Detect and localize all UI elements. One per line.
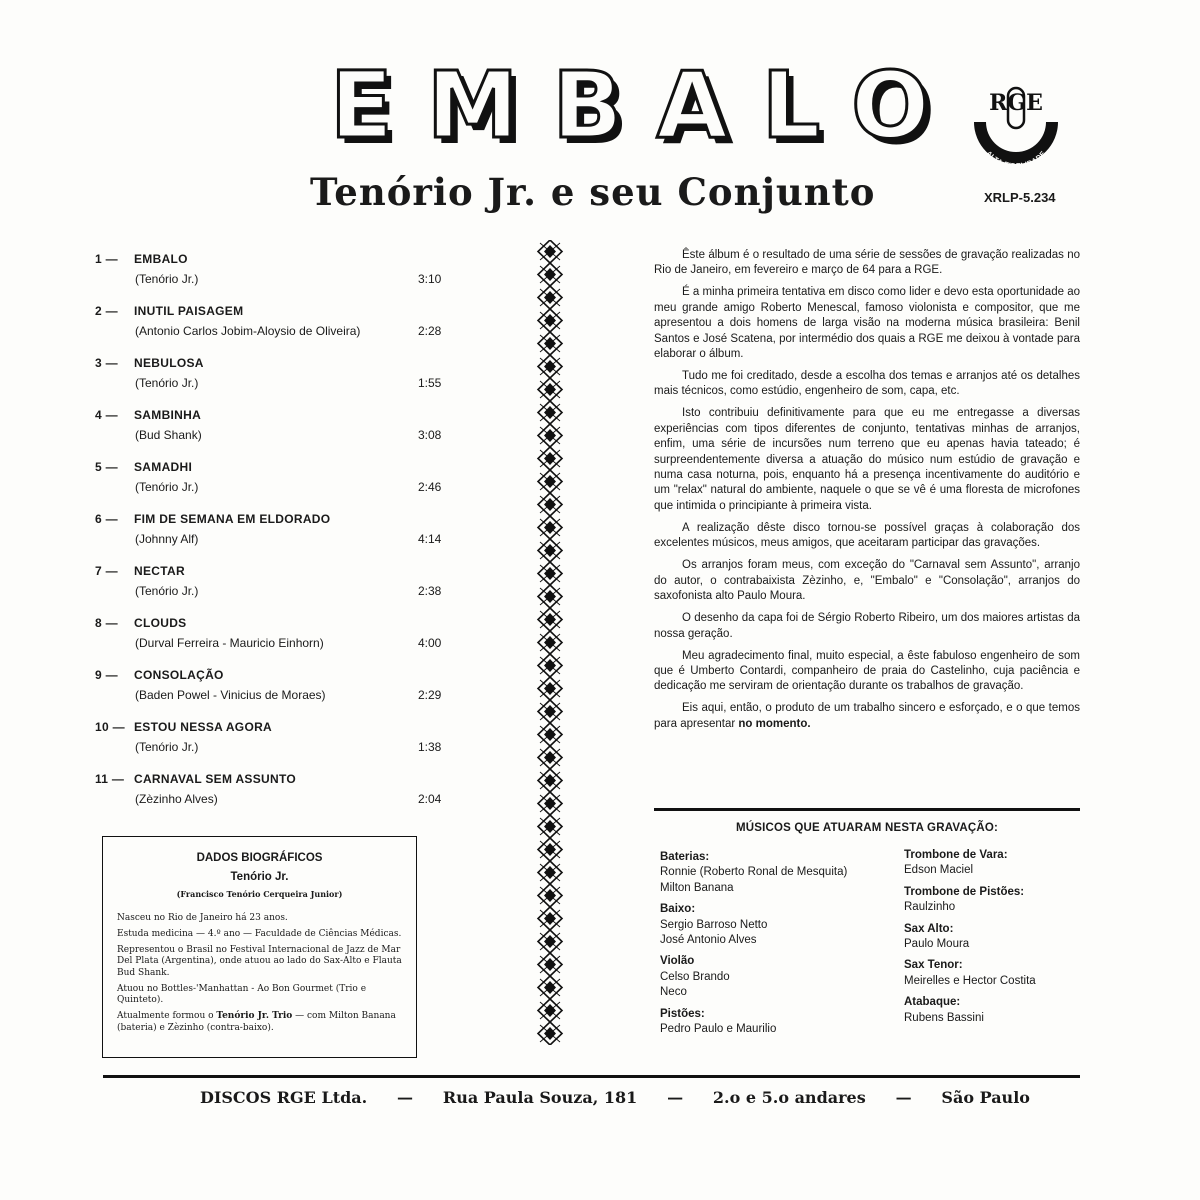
album-title: EMBALO [330,52,964,159]
instrument-label: Baixo: [660,903,696,916]
track-composer: (Tenório Jr.) [135,480,199,494]
bio-item: Estuda medicina — 4.º ano — Faculdade de Ciências Médicas. [117,928,402,939]
track-composer: (Bud Shank) [135,428,202,442]
ornament-motif [538,355,562,378]
ornament-motif [538,838,562,861]
musician-name: Sergio Barroso Netto [660,918,768,931]
track-title: FIM DE SEMANA EM ELDORADO [134,512,331,526]
instrument-label: Trombone de Pistões: [904,885,1025,898]
track-duration: 2:04 [418,792,442,806]
ornament-divider [535,240,565,1045]
musicians-heading: MÚSICOS QUE ATUARAM NESTA GRAVAÇÃO: [735,822,999,834]
ornament-pattern-icon [535,240,565,1045]
track-composer: (Antonio Carlos Jobim-Aloysio de Oliveira) [135,324,361,338]
musician-name: Milton Banana [660,881,734,894]
track-duration: 3:10 [418,272,442,286]
musician-name: Neco [660,986,687,999]
track-duration: 3:08 [418,428,442,442]
track-row [95,716,455,768]
musician-group [660,1007,860,1038]
track-duration: 2:28 [418,324,442,338]
bio-list [117,913,402,1034]
notes-paragraph: Tudo me foi creditado, desde a escolha dos temas e arranjos até os detalhes mais técnicos, como estúdio, engenheiro de som, capa, etc. [654,370,1080,398]
musician-group [904,995,1084,1026]
notes-last-text: Eis aqui, então, o produto de um trabalho sincero e esforçado, e o que temos para apresentar [654,702,1080,730]
ornament-motif [538,815,562,838]
track-title: EMBALO [134,252,188,266]
ornament-motif [538,608,562,631]
instrument-label: Atabaque: [904,996,961,1009]
musician-group [904,922,1084,953]
bio-heading: DADOS BIOGRÁFICOS [196,852,323,864]
ornament-motif [538,516,562,539]
musician-name: Ronnie (Roberto Ronal de Mesquita) [660,866,848,879]
footer-dash: — [667,1088,684,1107]
biography-box [102,836,417,1058]
ornament-motif [538,470,562,493]
track-title: ESTOU NESSA AGORA [134,720,273,734]
ornament-motif [538,654,562,677]
musician-name: Meirelles e Hector Costita [904,974,1036,987]
track-title: NEBULOSA [134,356,204,370]
musician-group [904,885,1084,916]
ornament-motif [538,424,562,447]
track-row [95,768,455,820]
bio-name: Tenório Jr. [230,870,289,883]
catalog-number: XRLP-5.234 [984,190,1056,205]
rge-record-logo-icon [968,74,1064,170]
musician-group [660,954,860,1000]
bio-item-trio [117,1011,402,1034]
track-number: 1 — [95,252,118,266]
track-number: 3 — [95,356,118,370]
track-composer: (Zèzinho Alves) [135,792,218,806]
bio-item: Atuou no Bottles-'Manhattan - Ao Bon Gourmet (Trio e Quinteto). [117,983,367,1006]
ornament-motif [538,884,562,907]
ornament-motif [538,677,562,700]
ornament-motif [538,447,562,470]
footer-rule [103,1075,1080,1078]
ornament-motif [538,746,562,769]
ornament-motif [538,1022,562,1045]
notes-paragraph: Meu agradecimento final, muito especial, a êste fabuloso engenheiro de som que é Umberto Contardi, companheiro de praia do Castelinho, cuja paciência e dedicação me serviram de orientação durante os trabalhos de gravação. [654,649,1080,693]
track-row [95,508,455,560]
track-row [95,456,455,508]
notes-paragraph: Êste álbum é o resultado de uma série de sessões de gravação realizadas no Rio de Janeiro, em fevereiro e março de 64 para a RGE. [654,249,1080,277]
instrument-label: Violão [660,955,695,968]
ornament-motif [538,401,562,424]
ornament-motif [538,930,562,953]
track-duration: 2:46 [418,480,442,494]
notes-paragraph: Isto contribuiu definitivamente para que eu me entregasse a diversas experiências com tipos diferentes de conjunto, tentativas minhas de arranjos, enfim, uma série de incursões num terreno que eu apenas havia tateado; é surpreendentemente diversa a atuação do músico num estúdio de gravação e numa casa noturna, pois, enquanto há a presença incentivamente do auditório e um "relax" natural do ambiente, naquele o que se vê é uma floresta de microfones que intimida o principiante à primeira vista. [654,407,1080,512]
track-row [95,612,455,664]
musicians-right-column [904,848,1084,1032]
track-duration: 4:00 [418,636,442,650]
track-row [95,560,455,612]
musician-group [660,902,860,948]
track-row [95,664,455,716]
footer-part: DISCOS RGE Ltda. [200,1088,368,1107]
track-title: NECTAR [134,564,185,578]
track-duration: 4:14 [418,532,442,546]
track-composer: (Johnny Alf) [135,532,199,546]
liner-notes [654,248,1080,739]
ornament-motif [538,585,562,608]
track-number: 11 — [95,772,125,786]
ornament-motif [538,792,562,815]
musician-name: Paulo Moura [904,938,970,951]
track-composer: (Durval Ferreira - Mauricio Einhorn) [135,636,324,650]
track-number: 6 — [95,512,118,526]
instrument-label: Sax Alto: [904,922,954,935]
ornament-motif [538,999,562,1022]
footer-part: São Paulo [941,1088,1030,1107]
notes-paragraph: É a minha primeira tentativa em disco como lider e devo esta oportunidade ao meu grande amigo Roberto Menescal, famoso violonista e compositor, que me apresentou a dois homens de larga visão na moderna música brasileira: Benil Santos e José Scatena, por intermédio dos quais a RGE me deixou à vontade para elaborar o álbum. [654,286,1080,361]
track-composer: (Tenório Jr.) [135,376,199,390]
musician-name: José Antonio Alves [660,934,757,947]
footer-address [200,1088,1030,1107]
track-title: CLOUDS [134,616,187,630]
ornament-motif [538,286,562,309]
musician-name: Celso Brando [660,970,730,983]
track-number: 7 — [95,564,118,578]
instrument-label: Trombone de Vara: [904,849,1008,861]
footer-part: 2.o e 5.o andares [712,1088,866,1107]
instrument-label: Sax Tenor: [904,959,963,972]
track-composer: (Tenório Jr.) [135,272,199,286]
musician-name: Edson Maciel [904,864,974,877]
track-number: 9 — [95,668,118,682]
bio-item: Representou o Brasil no Festival Internacional de Jazz de Mar Del Plata (Argentina), onde atuou ao lado do Sax-Alto e Flauta Bud Shank. [117,944,402,979]
footer-part: Rua Paula Souza, 181 [442,1088,638,1107]
track-row [95,300,455,352]
musician-group [660,850,860,896]
track-number: 10 — [95,720,125,734]
ornament-motif [538,907,562,930]
track-row [95,248,455,300]
logo-arc-text: ALTA FIDELIDADE [984,150,1048,170]
track-title: INUTIL PAISAGEM [134,304,244,318]
ornament-motif [538,378,562,401]
ornament-motif [538,263,562,286]
track-row [95,404,455,456]
notes-paragraph: Os arranjos foram meus, com exceção do "Carnaval sem Assunto", arranjo do autor, o contrabaixista Zèzinho, e, "Embalo" e "Consolação", arranjos do saxofonista alto Paulo Moura. [654,559,1080,603]
footer-dash: — [895,1088,912,1107]
musician-name: Rubens Bassini [904,1011,984,1024]
track-composer: (Tenório Jr.) [135,740,199,754]
musicians-rule [654,808,1080,811]
track-number: 8 — [95,616,118,630]
bio-trio-name: Tenório Jr. Trio [216,1011,293,1022]
notes-paragraph: O desenho da capa foi de Sérgio Roberto Ribeiro, um dos maiores artistas da nossa geração. [654,612,1080,640]
bio-full-name: (Francisco Tenório Cerqueira Junior) [176,888,343,899]
track-title: SAMBINHA [134,408,202,422]
track-list [95,248,455,820]
ornament-motif [538,700,562,723]
notes-last-bold: no momento. [738,717,811,730]
ornament-motif [538,769,562,792]
album-subtitle: Tenório Jr. e seu Conjunto [310,170,876,214]
track-number: 4 — [95,408,118,422]
track-duration: 1:38 [418,740,442,754]
musicians-left-column [660,850,860,1043]
track-title: CARNAVAL SEM ASSUNTO [134,772,297,786]
ornament-motif [538,562,562,585]
ornament-motif [538,493,562,516]
track-composer: (Tenório Jr.) [135,584,199,598]
ornament-motif [538,976,562,999]
rge-logo [968,74,1064,170]
track-duration: 2:29 [418,688,442,702]
ornament-motif [538,861,562,884]
track-number: 5 — [95,460,118,474]
instrument-label: Baterias: [660,851,710,863]
notes-paragraph: A realização dêste disco tornou-se possível graças à colaboração dos excelentes músicos, meus amigos, que aceitaram participar das gravações. [654,521,1080,550]
bio-item: Nasceu no Rio de Janeiro há 23 anos. [117,913,288,924]
bio-trio-suffix: — com Milton Banana (bateria) e Zèzinho (contra-baixo). [117,1011,396,1033]
musician-group [904,958,1084,989]
ornament-motif [538,539,562,562]
track-composer: (Baden Powel - Vinicius de Moraes) [135,688,326,702]
track-duration: 2:38 [418,584,442,598]
musician-name: Pedro Paulo e Maurilio [660,1023,777,1036]
ornament-motif [538,723,562,746]
notes-last-paragraph [654,701,1080,732]
instrument-label: Pistões: [660,1007,705,1020]
logo-letters: RGE [989,90,1043,116]
track-number: 2 — [95,304,118,318]
track-row [95,352,455,404]
ornament-motif [538,953,562,976]
ornament-motif [538,309,562,332]
musician-name: Raulzinho [904,901,956,914]
track-title: CONSOLAÇÃO [134,668,224,682]
footer-dash: — [397,1088,414,1107]
ornament-motif [538,240,562,263]
ornament-motif [538,332,562,355]
ornament-motif [538,631,562,654]
musician-group [904,848,1084,879]
track-title: SAMADHI [134,460,193,474]
bio-trio-prefix: Atualmente formou o [117,1011,217,1022]
track-duration: 1:55 [418,376,442,390]
